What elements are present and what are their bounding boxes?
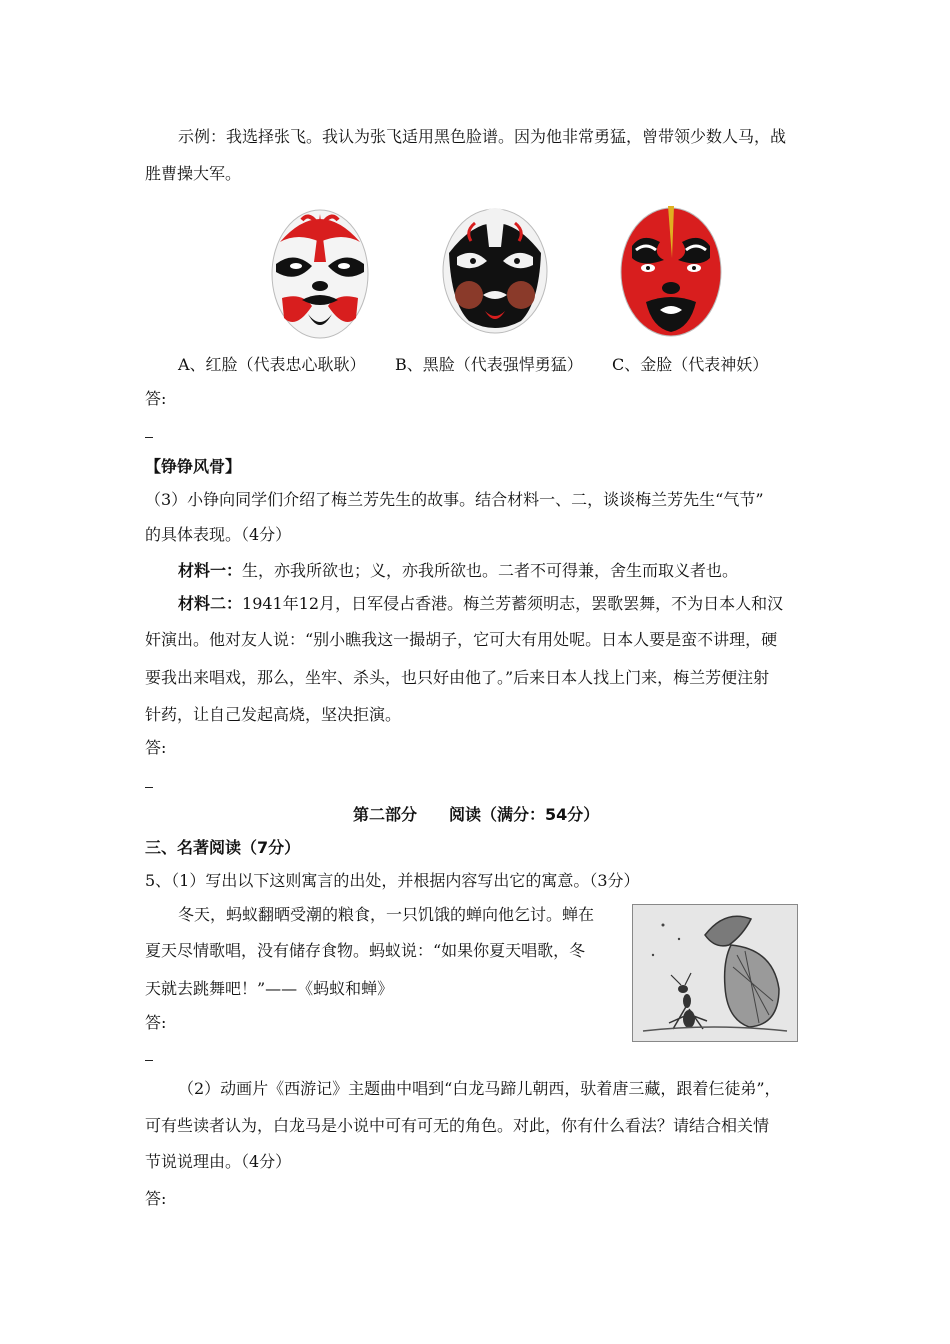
red-face-mask-image (262, 202, 378, 342)
example-line-1: 示例：我选择张飞。我认为张飞适用黑色脸谱。因为他非常勇猛，曾带领少数人马，战 (178, 127, 787, 146)
material-2-text-1: 1941年12月，日军侵占香港。梅兰芳蓄须明志，罢歌罢舞，不为日本人和汉 (242, 594, 784, 613)
material-2-label: 材料二： (178, 594, 243, 613)
material-2-line-2: 奸演出。他对友人说：“别小瞧我这一撮胡子，它可大有用处呢。日本人要是蛮不讲理，硬 (145, 630, 778, 649)
answer-blank-2[interactable] (145, 787, 153, 788)
mask-option-b: B、黑脸（代表强悍勇猛） (395, 355, 583, 374)
black-face-mask-image (435, 203, 555, 335)
example-line-2: 胜曹操大军。 (145, 164, 242, 183)
answer-label-1: 答: (145, 389, 167, 408)
answer-label-3: 答: (145, 1013, 167, 1032)
answer-blank-1[interactable] (145, 437, 153, 438)
material-1-label: 材料一： (178, 561, 243, 580)
part-2-heading: 第二部分 阅读（满分：54分） (353, 805, 600, 824)
question-3-line-1: （3）小铮向同学们介绍了梅兰芳先生的故事。结合材料一、二，谈谈梅兰芳先生“气节” (145, 490, 764, 509)
mask-option-c: C、金脸（代表神妖） (612, 355, 769, 374)
question-5-1: 5、（1）写出以下这则寓言的出处，并根据内容写出它的寓意。（3分） (145, 871, 640, 890)
answer-blank-3[interactable] (145, 1060, 153, 1061)
question-3-line-2: 的具体表现。（4分） (145, 525, 292, 544)
material-1 (178, 560, 738, 582)
material-2-line-3: 要我出来唱戏，那么，坐牢、杀头，也只好由他了。”后来日本人找上门来，梅兰芳便注射 (145, 668, 770, 687)
section-title-zhengzheng: 【铮铮风骨】 (145, 457, 242, 476)
section-3-title: 三、名著阅读（7分） (145, 838, 301, 857)
fable-line-3: 天就去跳舞吧！”——《蚂蚁和蝉》 (145, 979, 394, 998)
ant-and-cicada-illustration (632, 904, 798, 1042)
question-5-2-line-3: 节说说理由。（4分） (145, 1152, 292, 1171)
fable-line-2: 夏天尽情歌唱，没有储存食物。蚂蚁说：“如果你夏天唱歌，冬 (145, 941, 586, 960)
material-2-line-1 (178, 593, 783, 615)
answer-label-4: 答: (145, 1189, 167, 1208)
question-5-2-line-2: 可有些读者认为，白龙马是小说中可有可无的角色。对此，你有什么看法？请结合相关情 (145, 1116, 770, 1135)
question-5-2-line-1: （2）动画片《西游记》主题曲中唱到“白龙马蹄儿朝西，驮着唐三藏，跟着仨徒弟”， (178, 1079, 781, 1098)
mask-option-a: A、红脸（代表忠心耿耿） (178, 355, 366, 374)
material-1-text: 生，亦我所欲也；义，亦我所欲也。二者不可得兼，舍生而取义者也。 (242, 561, 739, 580)
answer-label-2: 答: (145, 738, 167, 757)
material-2-line-4: 针药，让自己发起高烧，坚决拒演。 (145, 705, 402, 724)
fable-line-1: 冬天，蚂蚁翻晒受潮的粮食，一只饥饿的蝉向他乞讨。蝉在 (178, 905, 595, 924)
gold-face-mask-image (612, 202, 730, 340)
